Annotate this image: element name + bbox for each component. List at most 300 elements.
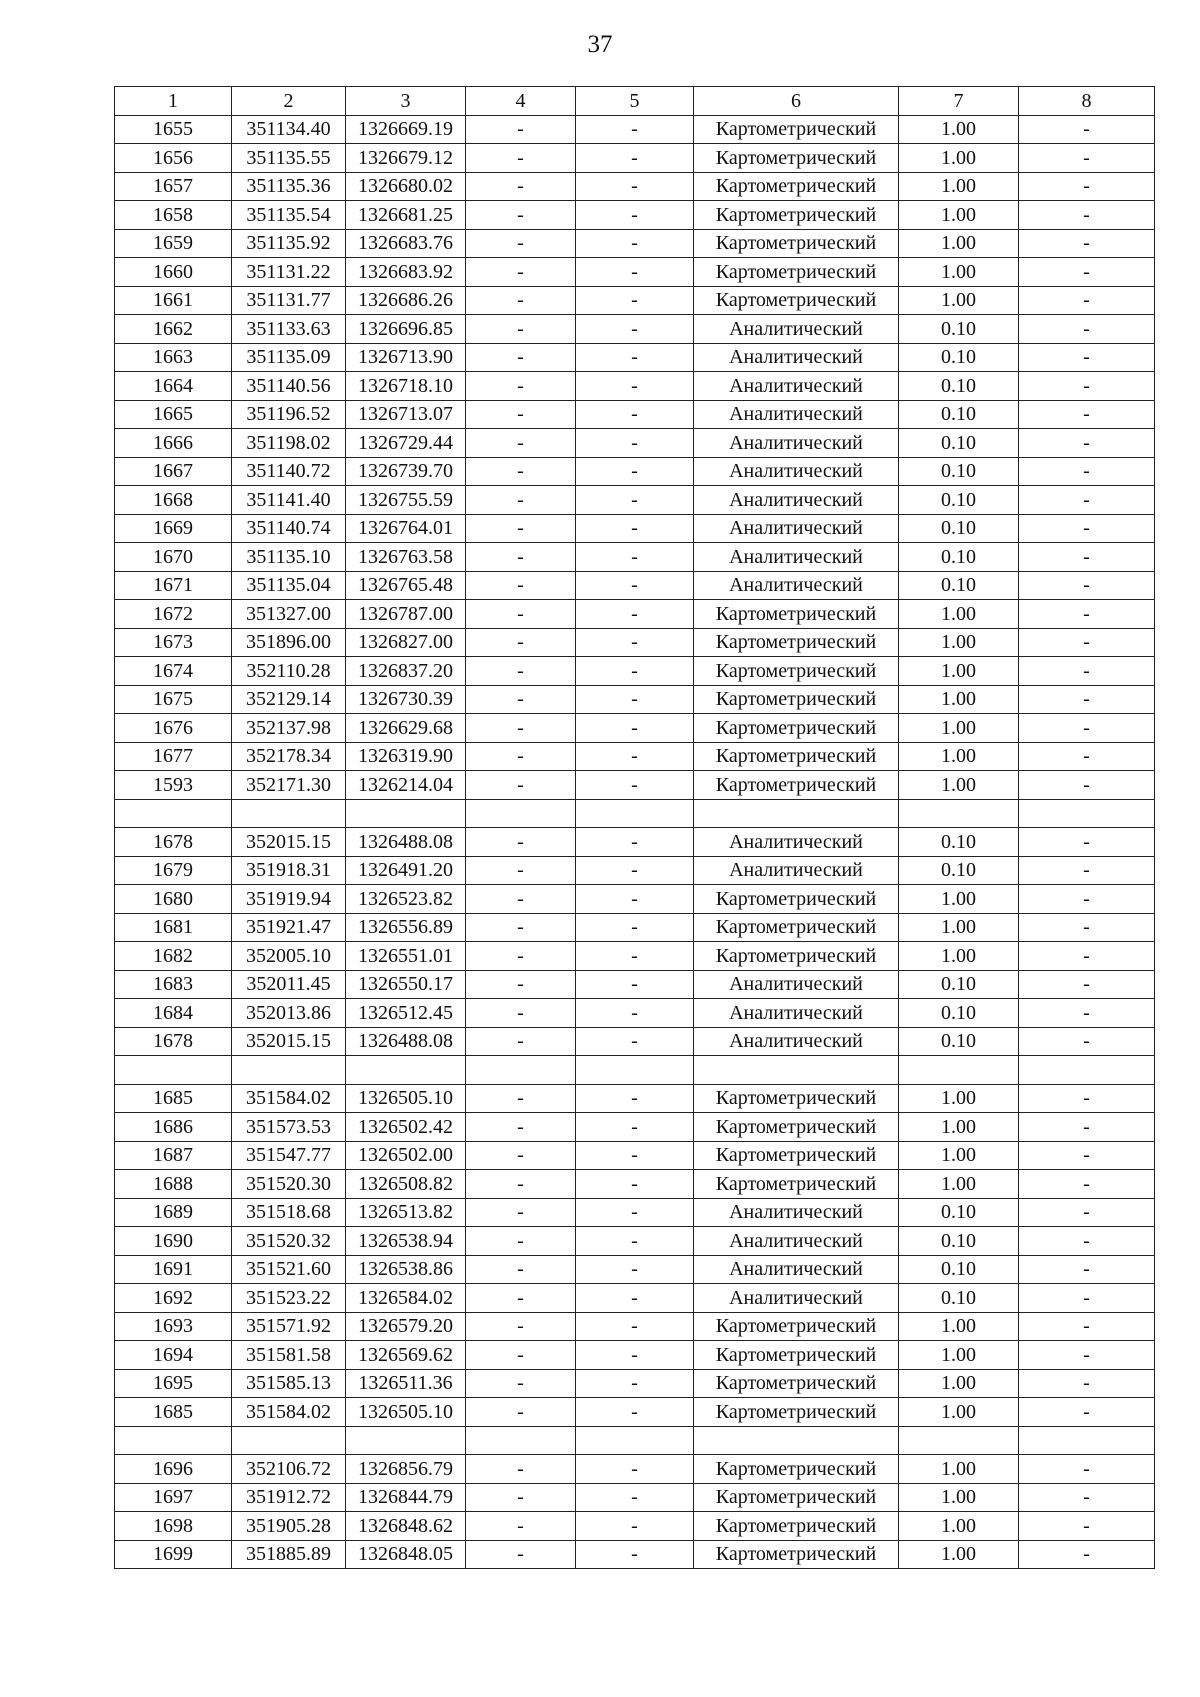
empty-cell [115,1056,232,1085]
col8-cell: - [1019,372,1155,401]
point-number-cell: 1674 [115,657,232,686]
x-coordinate-cell: 351133.63 [232,315,346,344]
col5-cell: - [576,429,694,458]
table-row [115,1455,1155,1484]
point-number-cell: 1664 [115,372,232,401]
point-number-cell: 1662 [115,315,232,344]
point-number-cell: 1681 [115,913,232,942]
col4-cell: - [466,429,576,458]
accuracy-cell: 1.00 [899,172,1019,201]
table-row [115,600,1155,629]
point-number-cell: 1678 [115,828,232,857]
col8-cell: - [1019,942,1155,971]
x-coordinate-cell: 351571.92 [232,1312,346,1341]
col4-cell: - [466,457,576,486]
col4-cell: - [466,258,576,287]
col5-cell: - [576,1512,694,1541]
point-number-cell: 1671 [115,571,232,600]
col8-cell: - [1019,1455,1155,1484]
point-number-cell: 1672 [115,600,232,629]
col4-cell: - [466,942,576,971]
col5-cell: - [576,1170,694,1199]
table-row [115,970,1155,999]
accuracy-cell: 0.10 [899,1198,1019,1227]
point-number-cell: 1690 [115,1227,232,1256]
col8-cell: - [1019,571,1155,600]
table-row [115,258,1155,287]
method-cell: Аналитический [694,999,899,1028]
accuracy-cell: 1.00 [899,685,1019,714]
col5-cell: - [576,543,694,572]
y-coordinate-cell: 1326763.58 [346,543,466,572]
col8-cell: - [1019,1341,1155,1370]
col8-cell: - [1019,429,1155,458]
x-coordinate-cell: 351584.02 [232,1398,346,1427]
point-number-cell: 1679 [115,856,232,885]
table-row [115,429,1155,458]
x-coordinate-cell: 351131.22 [232,258,346,287]
table-row [115,1341,1155,1370]
accuracy-cell: 1.00 [899,1540,1019,1569]
accuracy-cell: 1.00 [899,1312,1019,1341]
point-number-cell: 1694 [115,1341,232,1370]
col5-cell: - [576,657,694,686]
point-number-cell: 1670 [115,543,232,572]
col8-cell: - [1019,400,1155,429]
accuracy-cell: 1.00 [899,286,1019,315]
empty-cell [1019,1426,1155,1455]
col4-cell: - [466,400,576,429]
table-row [115,1540,1155,1569]
point-number-cell: 1669 [115,514,232,543]
x-coordinate-cell: 351198.02 [232,429,346,458]
col8-cell: - [1019,1512,1155,1541]
col8-cell: - [1019,1084,1155,1113]
point-number-cell: 1660 [115,258,232,287]
col4-cell: - [466,1141,576,1170]
table-row [115,1227,1155,1256]
method-cell: Картометрический [694,657,899,686]
col8-cell: - [1019,771,1155,800]
accuracy-cell: 1.00 [899,1455,1019,1484]
table-row [115,172,1155,201]
x-coordinate-cell: 351921.47 [232,913,346,942]
x-coordinate-cell: 351140.56 [232,372,346,401]
col5-cell: - [576,1227,694,1256]
point-number-cell: 1673 [115,628,232,657]
method-cell: Картометрический [694,885,899,914]
y-coordinate-cell: 1326556.89 [346,913,466,942]
col8-cell: - [1019,1312,1155,1341]
col5-cell: - [576,201,694,230]
y-coordinate-cell: 1326683.92 [346,258,466,287]
point-number-cell: 1687 [115,1141,232,1170]
x-coordinate-cell: 351135.92 [232,229,346,258]
col4-cell: - [466,144,576,173]
table-row [115,315,1155,344]
col8-cell: - [1019,115,1155,144]
x-coordinate-cell: 352005.10 [232,942,346,971]
accuracy-cell: 1.00 [899,714,1019,743]
col5-cell: - [576,144,694,173]
accuracy-cell: 0.10 [899,856,1019,885]
y-coordinate-cell: 1326713.07 [346,400,466,429]
accuracy-cell: 0.10 [899,486,1019,515]
col8-cell: - [1019,714,1155,743]
accuracy-cell: 1.00 [899,1341,1019,1370]
col4-cell: - [466,571,576,600]
col4-cell: - [466,1369,576,1398]
table-row [115,913,1155,942]
accuracy-cell: 1.00 [899,1141,1019,1170]
col5-cell: - [576,115,694,144]
col4-cell: - [466,1284,576,1313]
empty-cell [576,1056,694,1085]
y-coordinate-cell: 1326683.76 [346,229,466,258]
y-coordinate-cell: 1326679.12 [346,144,466,173]
col5-cell: - [576,514,694,543]
col5-cell: - [576,742,694,771]
x-coordinate-cell: 351905.28 [232,1512,346,1541]
col5-cell: - [576,1455,694,1484]
col4-cell: - [466,172,576,201]
col4-cell: - [466,856,576,885]
col4-cell: - [466,486,576,515]
x-coordinate-cell: 351141.40 [232,486,346,515]
col5-cell: - [576,571,694,600]
col5-cell: - [576,942,694,971]
empty-cell [694,799,899,828]
table-row [115,144,1155,173]
accuracy-cell: 0.10 [899,1227,1019,1256]
separator-row [115,1426,1155,1455]
table-row [115,657,1155,686]
method-cell: Картометрический [694,286,899,315]
accuracy-cell: 1.00 [899,913,1019,942]
empty-cell [115,799,232,828]
col4-cell: - [466,1341,576,1370]
method-cell: Картометрический [694,714,899,743]
point-number-cell: 1675 [115,685,232,714]
y-coordinate-cell: 1326569.62 [346,1341,466,1370]
point-number-cell: 1689 [115,1198,232,1227]
col4-cell: - [466,1455,576,1484]
method-cell: Картометрический [694,1398,899,1427]
col5-cell: - [576,1483,694,1512]
table-row [115,372,1155,401]
method-cell: Аналитический [694,372,899,401]
empty-cell [232,1426,346,1455]
col5-cell: - [576,1398,694,1427]
method-cell: Картометрический [694,685,899,714]
col5-cell: - [576,457,694,486]
col4-cell: - [466,1255,576,1284]
accuracy-cell: 1.00 [899,258,1019,287]
x-coordinate-cell: 351135.55 [232,144,346,173]
point-number-cell: 1678 [115,1027,232,1056]
col8-cell: - [1019,1170,1155,1199]
col5-cell: - [576,1540,694,1569]
table-body [115,115,1155,1569]
accuracy-cell: 1.00 [899,1113,1019,1142]
y-coordinate-cell: 1326502.00 [346,1141,466,1170]
col5-cell: - [576,1198,694,1227]
y-coordinate-cell: 1326681.25 [346,201,466,230]
col8-cell: - [1019,828,1155,857]
separator-row [115,799,1155,828]
y-coordinate-cell: 1326488.08 [346,828,466,857]
y-coordinate-cell: 1326669.19 [346,115,466,144]
x-coordinate-cell: 351134.40 [232,115,346,144]
accuracy-cell: 0.10 [899,1255,1019,1284]
col8-cell: - [1019,742,1155,771]
empty-cell [346,1056,466,1085]
col4-cell: - [466,1227,576,1256]
col8-cell: - [1019,657,1155,686]
col5-cell: - [576,315,694,344]
separator-row [115,1056,1155,1085]
x-coordinate-cell: 351585.13 [232,1369,346,1398]
x-coordinate-cell: 351135.04 [232,571,346,600]
empty-cell [694,1056,899,1085]
table-row [115,286,1155,315]
col4-cell: - [466,343,576,372]
col5-cell: - [576,1312,694,1341]
point-number-cell: 1677 [115,742,232,771]
method-cell: Картометрический [694,115,899,144]
y-coordinate-cell: 1326856.79 [346,1455,466,1484]
accuracy-cell: 1.00 [899,1512,1019,1541]
col5-cell: - [576,400,694,429]
method-cell: Картометрический [694,1312,899,1341]
method-cell: Аналитический [694,1227,899,1256]
col5-cell: - [576,258,694,287]
method-cell: Аналитический [694,543,899,572]
x-coordinate-cell: 351135.54 [232,201,346,230]
table-row [115,1512,1155,1541]
accuracy-cell: 1.00 [899,144,1019,173]
col5-cell: - [576,714,694,743]
col5-cell: - [576,372,694,401]
empty-cell [899,799,1019,828]
x-coordinate-cell: 351520.32 [232,1227,346,1256]
col5-cell: - [576,286,694,315]
point-number-cell: 1697 [115,1483,232,1512]
header-cell: 8 [1019,87,1155,116]
table-row [115,1027,1155,1056]
col4-cell: - [466,1398,576,1427]
col8-cell: - [1019,885,1155,914]
method-cell: Картометрический [694,229,899,258]
empty-cell [694,1426,899,1455]
method-cell: Аналитический [694,1255,899,1284]
method-cell: Аналитический [694,514,899,543]
x-coordinate-cell: 351523.22 [232,1284,346,1313]
table-row [115,115,1155,144]
y-coordinate-cell: 1326584.02 [346,1284,466,1313]
table-row [115,229,1155,258]
col8-cell: - [1019,970,1155,999]
y-coordinate-cell: 1326680.02 [346,172,466,201]
col8-cell: - [1019,1198,1155,1227]
y-coordinate-cell: 1326512.45 [346,999,466,1028]
accuracy-cell: 0.10 [899,372,1019,401]
method-cell: Картометрический [694,742,899,771]
table-row [115,1255,1155,1284]
x-coordinate-cell: 351521.60 [232,1255,346,1284]
col5-cell: - [576,343,694,372]
point-number-cell: 1691 [115,1255,232,1284]
col8-cell: - [1019,600,1155,629]
col4-cell: - [466,201,576,230]
method-cell: Картометрический [694,913,899,942]
accuracy-cell: 1.00 [899,201,1019,230]
col5-cell: - [576,1113,694,1142]
table-row [115,1113,1155,1142]
col4-cell: - [466,1198,576,1227]
x-coordinate-cell: 352129.14 [232,685,346,714]
method-cell: Картометрический [694,1540,899,1569]
method-cell: Картометрический [694,1084,899,1113]
col8-cell: - [1019,913,1155,942]
method-cell: Аналитический [694,343,899,372]
col8-cell: - [1019,1398,1155,1427]
method-cell: Аналитический [694,486,899,515]
x-coordinate-cell: 351135.36 [232,172,346,201]
y-coordinate-cell: 1326848.62 [346,1512,466,1541]
empty-cell [232,1056,346,1085]
accuracy-cell: 0.10 [899,1027,1019,1056]
col5-cell: - [576,1284,694,1313]
y-coordinate-cell: 1326686.26 [346,286,466,315]
col4-cell: - [466,1540,576,1569]
table-row [115,1284,1155,1313]
method-cell: Аналитический [694,970,899,999]
header-cell: 5 [576,87,694,116]
point-number-cell: 1665 [115,400,232,429]
empty-cell [466,1056,576,1085]
col4-cell: - [466,229,576,258]
table-row [115,486,1155,515]
table-row [115,201,1155,230]
col5-cell: - [576,1255,694,1284]
header-row [115,87,1155,116]
table-row [115,856,1155,885]
x-coordinate-cell: 351912.72 [232,1483,346,1512]
col4-cell: - [466,1027,576,1056]
point-number-cell: 1693 [115,1312,232,1341]
col8-cell: - [1019,258,1155,287]
point-number-cell: 1676 [115,714,232,743]
y-coordinate-cell: 1326764.01 [346,514,466,543]
y-coordinate-cell: 1326505.10 [346,1398,466,1427]
col8-cell: - [1019,514,1155,543]
x-coordinate-cell: 352015.15 [232,1027,346,1056]
table-row [115,1170,1155,1199]
col4-cell: - [466,286,576,315]
table-row [115,343,1155,372]
y-coordinate-cell: 1326696.85 [346,315,466,344]
empty-cell [1019,1056,1155,1085]
col4-cell: - [466,913,576,942]
method-cell: Картометрический [694,1113,899,1142]
method-cell: Картометрический [694,172,899,201]
point-number-cell: 1696 [115,1455,232,1484]
point-number-cell: 1666 [115,429,232,458]
point-number-cell: 1688 [115,1170,232,1199]
col8-cell: - [1019,1141,1155,1170]
table-row [115,742,1155,771]
col4-cell: - [466,999,576,1028]
point-number-cell: 1698 [115,1512,232,1541]
point-number-cell: 1682 [115,942,232,971]
x-coordinate-cell: 351919.94 [232,885,346,914]
method-cell: Аналитический [694,828,899,857]
table-row [115,543,1155,572]
header-cell: 3 [346,87,466,116]
col4-cell: - [466,1084,576,1113]
col5-cell: - [576,1027,694,1056]
x-coordinate-cell: 351135.09 [232,343,346,372]
method-cell: Картометрический [694,1455,899,1484]
x-coordinate-cell: 351896.00 [232,628,346,657]
col8-cell: - [1019,1027,1155,1056]
empty-cell [576,799,694,828]
y-coordinate-cell: 1326513.82 [346,1198,466,1227]
header-cell: 1 [115,87,232,116]
x-coordinate-cell: 351131.77 [232,286,346,315]
col5-cell: - [576,970,694,999]
col8-cell: - [1019,1540,1155,1569]
accuracy-cell: 1.00 [899,885,1019,914]
col5-cell: - [576,486,694,515]
col8-cell: - [1019,856,1155,885]
x-coordinate-cell: 352110.28 [232,657,346,686]
col8-cell: - [1019,457,1155,486]
col5-cell: - [576,1341,694,1370]
point-number-cell: 1699 [115,1540,232,1569]
col4-cell: - [466,1170,576,1199]
col8-cell: - [1019,1255,1155,1284]
method-cell: Аналитический [694,400,899,429]
method-cell: Картометрический [694,201,899,230]
col8-cell: - [1019,1113,1155,1142]
accuracy-cell: 1.00 [899,942,1019,971]
col8-cell: - [1019,343,1155,372]
method-cell: Аналитический [694,1284,899,1313]
accuracy-cell: 1.00 [899,1398,1019,1427]
accuracy-cell: 1.00 [899,1084,1019,1113]
point-number-cell: 1686 [115,1113,232,1142]
method-cell: Картометрический [694,144,899,173]
point-number-cell: 1663 [115,343,232,372]
y-coordinate-cell: 1326844.79 [346,1483,466,1512]
x-coordinate-cell: 351327.00 [232,600,346,629]
empty-cell [346,799,466,828]
x-coordinate-cell: 351581.58 [232,1341,346,1370]
col8-cell: - [1019,201,1155,230]
accuracy-cell: 1.00 [899,1369,1019,1398]
col4-cell: - [466,685,576,714]
col8-cell: - [1019,1284,1155,1313]
method-cell: Картометрический [694,628,899,657]
col4-cell: - [466,1483,576,1512]
accuracy-cell: 0.10 [899,571,1019,600]
point-number-cell: 1685 [115,1084,232,1113]
x-coordinate-cell: 352171.30 [232,771,346,800]
empty-cell [899,1056,1019,1085]
x-coordinate-cell: 352106.72 [232,1455,346,1484]
